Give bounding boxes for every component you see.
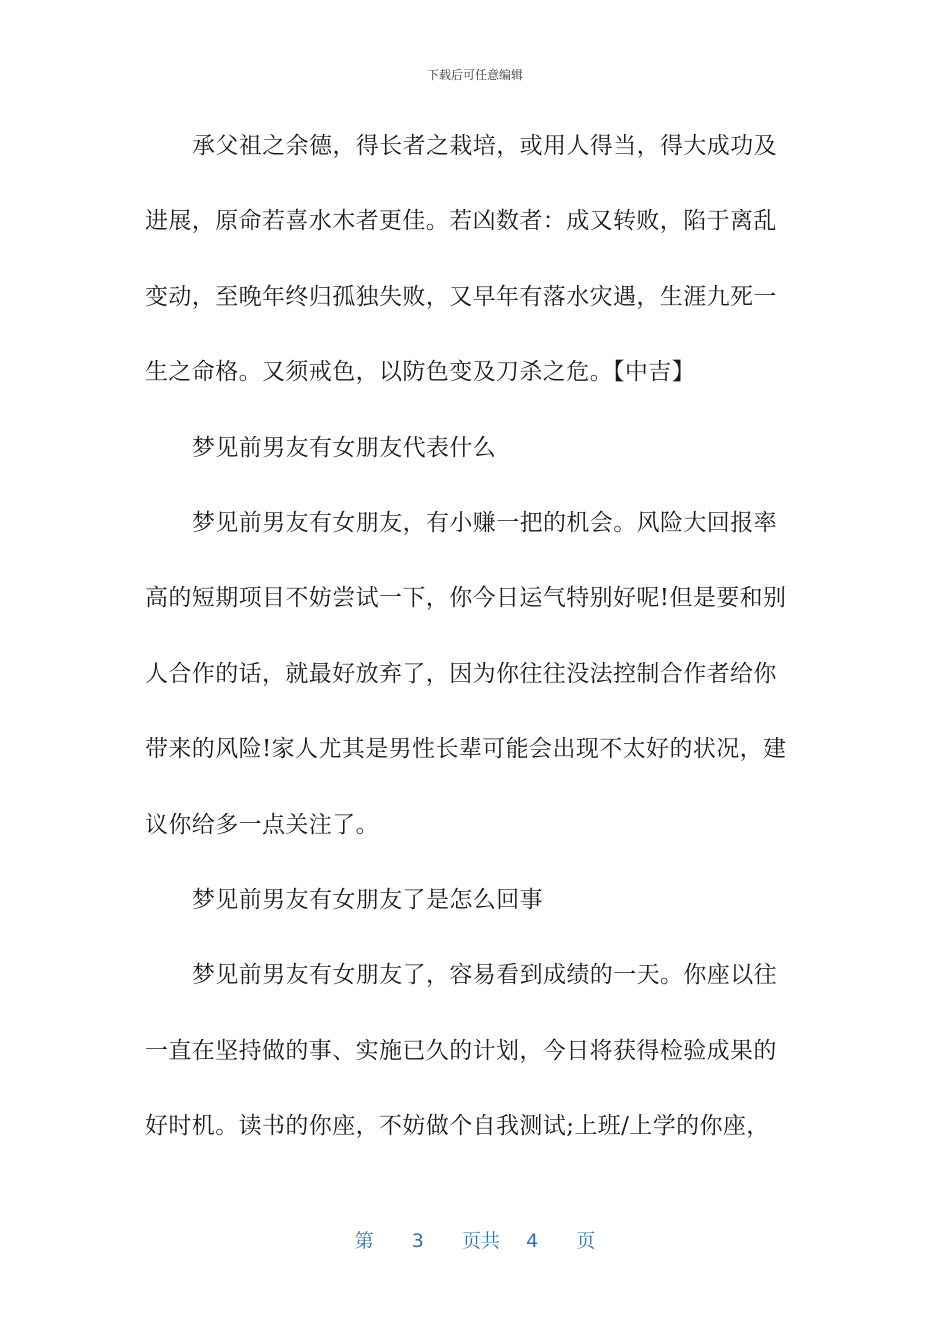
paragraph-line: 人合作的话，就最好放弃了，因为你往往没法控制合作者给你 (145, 660, 777, 687)
paragraph-line: 梦见前男友有女朋友了，容易看到成绩的一天。你座以往 (192, 962, 777, 989)
paragraph-line: 进展，原命若喜水木者更佳。若凶数者：成又转败，陷于离乱 (145, 208, 777, 235)
paragraph-line: 一直在坚持做的事、实施已久的计划，今日将获得检验成果的 (145, 1037, 777, 1064)
page-suffix: 页 (576, 1230, 596, 1252)
page-prefix: 第 (354, 1230, 374, 1252)
section-heading: 梦见前男友有女朋友代表什么 (192, 434, 497, 461)
paragraph-line: 承父祖之余德，得长者之栽培，或用人得当，得大成功及 (192, 133, 777, 159)
paragraph-line: 生之命格。又须戒色，以防色变及刀杀之危。【中吉】 (145, 359, 696, 386)
paragraph-line: 高的短期项目不妨尝试一下，你今日运气特别好呢!但是要和别 (145, 585, 787, 612)
paragraph-line: 变动，至晚年终归孤独失败，又早年有落水灾遇，生涯九死一 (145, 283, 777, 310)
document-body (145, 127, 805, 1182)
section-heading: 梦见前男友有女朋友了是怎么回事 (192, 886, 543, 913)
paragraph-line: 议你给多一点关注了。 (145, 811, 379, 838)
paragraph-line: 带来的风险!家人尤其是男性长辈可能会出现不太好的状况，建 (145, 736, 787, 763)
total-pages-number: 4 (526, 1230, 539, 1252)
page-number-footer (0, 1226, 950, 1253)
page-mid-label: 页共 (461, 1230, 500, 1252)
paragraph-line: 梦见前男友有女朋友，有小赚一把的机会。风险大回报率 (192, 509, 777, 536)
paragraph-line: 好时机。读书的你座，不妨做个自我测试;上班/上学的你座， (145, 1113, 770, 1140)
page-header-note: 下载后可任意编辑 (426, 68, 523, 82)
current-page-number: 3 (411, 1230, 424, 1252)
